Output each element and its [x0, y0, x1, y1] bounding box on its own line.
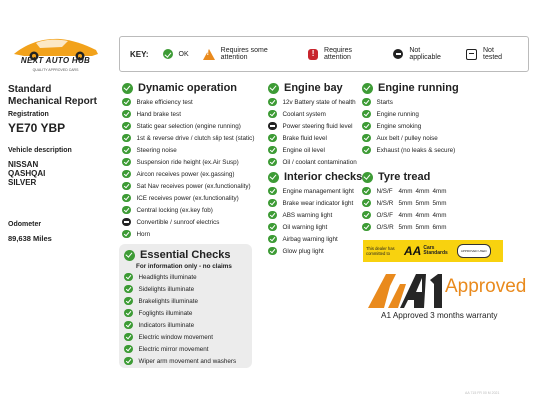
section-header — [122, 82, 254, 94]
check-item-label: Power steering fluid level — [282, 122, 353, 130]
check-item-label: Convertible / sunroof electrics — [136, 218, 220, 226]
section-header — [268, 171, 362, 183]
engine-running-list — [362, 96, 459, 156]
key-title: KEY: — [130, 49, 149, 59]
section-title: Tyre tread — [378, 171, 431, 183]
report-title-line2: Mechanical Report — [8, 96, 97, 107]
check-item — [268, 245, 362, 257]
check-item-label: 1st & reverse drive / clutch slip test (static) — [136, 134, 255, 142]
section-title: Interior checks — [284, 171, 363, 183]
check-item-label: Brakelights illuminate — [138, 297, 198, 305]
check-item-label: Suspension ride height (ex.Air Susp) — [136, 158, 239, 166]
key-legend — [119, 36, 529, 72]
tyre-position: O/S/R — [376, 223, 394, 231]
interior-checks-list — [268, 185, 362, 257]
ok-check-icon — [122, 170, 131, 179]
essential-checks-list — [124, 271, 236, 367]
tyre-tread-section — [362, 171, 450, 233]
tyre-depth: 4mm — [415, 211, 430, 219]
tyre-depth: 5mm — [398, 199, 413, 207]
vehicle-make: NISSAN — [8, 160, 39, 169]
ok-check-icon — [122, 158, 131, 167]
ok-check-icon — [362, 122, 371, 131]
check-item-label: Headlights illuminate — [138, 273, 197, 281]
vehicle-model: QASHQAI — [8, 169, 46, 178]
check-item — [268, 132, 357, 144]
engine-bay-section — [268, 82, 357, 168]
odometer-value: 89,638 Miles — [8, 234, 52, 243]
tyre-depth: 4mm — [432, 187, 447, 195]
tyre-row — [362, 185, 450, 197]
check-item — [122, 228, 254, 240]
check-item-label: Glow plug light — [282, 247, 324, 255]
check-item — [124, 307, 236, 319]
check-item — [268, 120, 357, 132]
vehicle-colour: SILVER — [8, 178, 37, 187]
check-item-label: Engine oil level — [282, 146, 325, 154]
tyre-position: N/S/F — [376, 187, 393, 195]
footer-code: AA 715 FR 00 M 2021 — [465, 391, 500, 395]
engine-running-section — [362, 82, 459, 156]
ok-check-icon — [122, 146, 131, 155]
requires-attention-icon — [308, 49, 318, 60]
ok-check-icon — [362, 110, 371, 119]
section-header — [124, 249, 236, 261]
check-item — [122, 204, 254, 216]
ok-check-icon — [268, 199, 277, 208]
a1-warranty-text: A1 Approved 3 months warranty — [381, 311, 498, 320]
key-item-not-tested — [466, 47, 514, 61]
key-label: Requires attention — [324, 47, 353, 61]
a1-approved-word: Approved — [445, 276, 527, 297]
engine-bay-list — [268, 96, 357, 168]
odometer-label: Odometer — [8, 221, 42, 228]
ok-check-icon — [163, 49, 173, 59]
ok-check-icon — [362, 134, 371, 143]
check-item-label: Steering noise — [136, 146, 177, 154]
check-item — [124, 283, 236, 295]
key-item-not-applicable — [393, 47, 452, 61]
check-item-label: Airbag warning light — [282, 235, 338, 243]
check-item-label: Brake fluid level — [282, 134, 327, 142]
dynamic-operation-section — [122, 82, 254, 240]
check-item-label: Foglights illuminate — [138, 309, 193, 317]
ok-check-icon — [268, 247, 277, 256]
not-applicable-icon — [268, 122, 277, 131]
key-item-attention — [308, 47, 379, 61]
aa-logo: AA — [404, 244, 422, 258]
check-item-label: Wiper arm movement and washers — [138, 357, 237, 365]
ok-check-icon — [268, 211, 277, 220]
ok-check-icon — [268, 223, 277, 232]
check-item — [124, 295, 236, 307]
check-item — [268, 185, 362, 197]
check-item-label: Starts — [376, 98, 393, 106]
section-header — [362, 82, 459, 94]
ok-check-icon — [122, 98, 131, 107]
check-item — [268, 197, 362, 209]
ok-check-icon — [124, 357, 133, 366]
check-item-label: Central locking (ex.key fob) — [136, 206, 213, 214]
check-item — [268, 209, 362, 221]
ok-check-icon — [362, 98, 371, 107]
ok-check-icon — [268, 146, 277, 155]
tyre-row — [362, 197, 450, 209]
check-item-label: Engine management light — [282, 187, 354, 195]
aa-cars-text: Cars — [423, 244, 435, 251]
check-item-label: Exhaust (no leaks & secure) — [376, 146, 456, 154]
vehicle-description — [8, 160, 45, 187]
check-item — [362, 108, 459, 120]
tyre-tread-list — [362, 185, 450, 233]
ok-check-icon — [268, 235, 277, 244]
check-item — [268, 144, 357, 156]
dynamic-operation-list — [122, 96, 254, 240]
section-title: Dynamic operation — [138, 82, 238, 94]
ok-check-icon — [122, 134, 131, 143]
registration-label: Registration — [8, 111, 49, 118]
ok-check-icon — [362, 146, 371, 155]
check-item — [362, 144, 459, 156]
vehicle-description-label: Vehicle description — [8, 147, 72, 154]
check-item-label: Engine running — [376, 110, 419, 118]
essential-checks-subtitle: For information only - no claims — [136, 263, 232, 270]
key-item-ok — [163, 49, 189, 59]
aa-committed-text: This dealer has committed to — [366, 246, 395, 256]
key-label: OK — [178, 50, 189, 58]
check-item — [122, 96, 254, 108]
not-tested-icon — [466, 49, 477, 60]
section-title: Essential Checks — [140, 249, 231, 261]
aa-cars-standards-badge — [363, 240, 503, 262]
check-item-label: ICE receives power (ex.functionality) — [136, 194, 239, 202]
logo-subtitle: QUALITY APPROVED CARS — [32, 68, 79, 72]
ok-check-icon — [122, 122, 131, 131]
check-item — [268, 156, 357, 168]
ok-check-icon — [268, 172, 279, 183]
check-item — [122, 216, 254, 228]
ok-check-icon — [122, 83, 133, 94]
interior-checks-section — [268, 171, 362, 257]
check-item — [124, 331, 236, 343]
section-title: Engine running — [378, 82, 459, 94]
section-header — [268, 82, 357, 94]
ok-check-icon — [362, 199, 371, 208]
ok-check-icon — [122, 230, 131, 239]
key-item-some-attention — [203, 47, 295, 61]
key-label: Not applicable — [409, 47, 441, 61]
ok-check-icon — [268, 83, 279, 94]
check-item-label: Electric mirror movement — [138, 345, 209, 353]
ok-check-icon — [124, 285, 133, 294]
tyre-position: O/S/F — [376, 211, 393, 219]
tyre-row — [362, 209, 450, 221]
ok-check-icon — [268, 158, 277, 167]
check-item — [122, 192, 254, 204]
check-item-label: Aux belt / pulley noise — [376, 134, 438, 142]
ok-check-icon — [362, 223, 371, 232]
check-item-label: Sat Nav receives power (ex.functionality) — [136, 182, 251, 190]
check-item — [122, 132, 254, 144]
ok-check-icon — [122, 182, 131, 191]
check-item — [122, 120, 254, 132]
check-item-label: Hand brake test — [136, 110, 181, 118]
check-item-label: Oil warning light — [282, 223, 328, 231]
check-item-label: Static gear selection (engine running) — [136, 122, 241, 130]
next-auto-hub-logo — [8, 30, 103, 80]
ok-check-icon — [124, 250, 135, 261]
tyre-depth: 4mm — [398, 187, 413, 195]
tyre-depth: 5mm — [415, 199, 430, 207]
tyre-depth: 5mm — [398, 223, 413, 231]
check-item — [362, 132, 459, 144]
not-applicable-icon — [122, 218, 131, 227]
ok-check-icon — [362, 83, 373, 94]
check-item-label: 12v Battery state of health — [282, 98, 356, 106]
tyre-depth: 4mm — [415, 187, 430, 195]
ok-check-icon — [122, 110, 131, 119]
check-item — [268, 96, 357, 108]
check-item-label: Coolant system — [282, 110, 326, 118]
check-item — [124, 319, 236, 331]
key-label: Requires some attention — [220, 47, 268, 61]
tyre-depth: 5mm — [432, 199, 447, 207]
essential-checks-section — [124, 249, 236, 367]
aa-cars-standards — [423, 246, 447, 257]
check-item — [122, 168, 254, 180]
approved-used-badge: APPROVED USED — [457, 244, 491, 258]
aa-standards-text: Standards — [423, 250, 448, 256]
check-item — [124, 271, 236, 283]
ok-check-icon — [268, 134, 277, 143]
ok-check-icon — [124, 321, 133, 330]
ok-check-icon — [268, 187, 277, 196]
check-item-label: Electric window movement — [138, 333, 214, 341]
ok-check-icon — [362, 172, 373, 183]
ok-check-icon — [124, 273, 133, 282]
ok-check-icon — [124, 309, 133, 318]
check-item — [122, 156, 254, 168]
check-item — [122, 108, 254, 120]
check-item-label: Engine smoking — [376, 122, 422, 130]
section-title: Engine bay — [284, 82, 343, 94]
ok-check-icon — [362, 211, 371, 220]
ok-check-icon — [122, 206, 131, 215]
tyre-depth: 5mm — [415, 223, 430, 231]
ok-check-icon — [124, 333, 133, 342]
check-item — [122, 180, 254, 192]
check-item-label: ABS warning light — [282, 211, 333, 219]
ok-check-icon — [268, 110, 277, 119]
check-item — [124, 343, 236, 355]
tyre-depth: 6mm — [432, 223, 447, 231]
section-header — [362, 171, 450, 183]
tyre-position: N/S/R — [376, 199, 394, 207]
ok-check-icon — [124, 297, 133, 306]
check-item — [362, 96, 459, 108]
check-item-label: Horn — [136, 230, 151, 238]
ok-check-icon — [268, 98, 277, 107]
tyre-row — [362, 221, 450, 233]
check-item-label: Indicators illuminate — [138, 321, 195, 329]
ok-check-icon — [362, 187, 371, 196]
registration-value: YE70 YBP — [8, 121, 66, 135]
check-item-label: Brake wear indicator light — [282, 199, 354, 207]
check-item — [122, 144, 254, 156]
logo-text: NEXT AUTO HUB — [20, 56, 91, 65]
ok-check-icon — [124, 345, 133, 354]
ok-check-icon — [122, 194, 131, 203]
check-item-label: Brake efficiency test — [136, 98, 193, 106]
report-title-line1: Standard — [8, 84, 52, 95]
not-applicable-icon — [393, 49, 403, 59]
check-item-label: Sidelights illuminate — [138, 285, 195, 293]
check-item — [268, 108, 357, 120]
check-item — [268, 221, 362, 233]
check-item — [124, 355, 236, 367]
report-title — [8, 84, 97, 108]
key-label: Not tested — [483, 47, 503, 61]
tyre-depth: 4mm — [398, 211, 413, 219]
check-item-label: Aircon receives power (ex.gassing) — [136, 170, 235, 178]
check-item — [362, 120, 459, 132]
tyre-depth: 4mm — [432, 211, 447, 219]
warning-triangle-icon — [203, 49, 215, 60]
check-item — [268, 233, 362, 245]
check-item-label: Oil / coolant contamination — [282, 158, 357, 166]
